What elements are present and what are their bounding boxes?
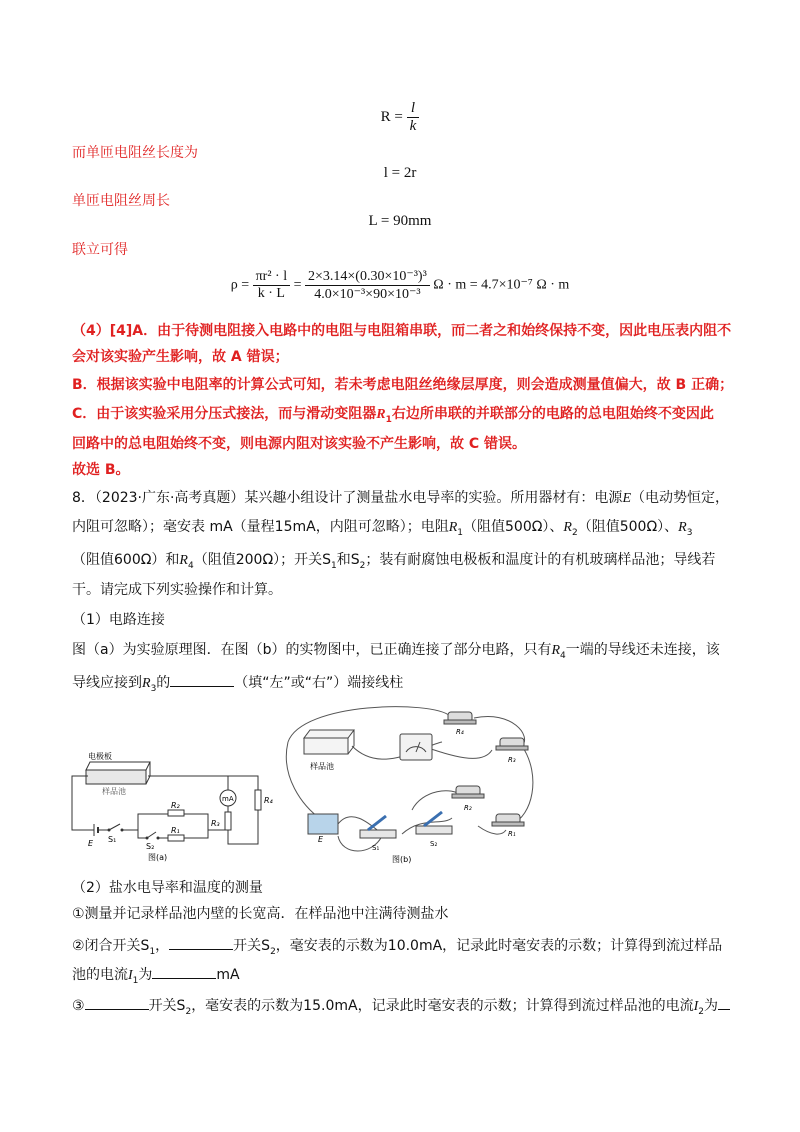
label-s1: S₁ xyxy=(108,835,117,844)
answer-blank[interactable] xyxy=(85,995,149,1010)
circuit-diagram-a xyxy=(68,748,278,870)
part2-step2-line2 xyxy=(72,964,732,991)
subscript: 4 xyxy=(560,650,566,661)
text-single-turn-length: 而单匝电阻丝长度为 xyxy=(72,145,198,161)
subscript: 1 xyxy=(385,414,392,425)
rho-lhs: ρ = xyxy=(230,277,250,293)
question8-text: （阻值500Ω）、 xyxy=(463,519,564,535)
equation-resistivity xyxy=(0,268,800,303)
label-r3: R₃ xyxy=(211,819,220,828)
subscript: 2 xyxy=(571,527,578,538)
part1-text: 导线应接到 xyxy=(72,675,142,691)
part1-text: 一端的导线还未连接，该 xyxy=(565,642,720,658)
variable-r: R xyxy=(142,676,151,691)
subscript: 2 xyxy=(698,1006,704,1017)
subscript: 4 xyxy=(187,560,194,571)
label-electrode: 电极板 xyxy=(88,752,112,761)
variable-r: R xyxy=(376,407,386,422)
part1-text: （填“左”或“右”）端接线柱 xyxy=(234,675,404,691)
rho-fraction-1 xyxy=(253,269,290,302)
fraction-denominator: k xyxy=(409,118,417,134)
question8-text: 和S xyxy=(336,552,360,568)
subscript: 2 xyxy=(359,560,366,571)
answer4-c-text-a: C．由于该实验采用分压式接法，而与滑动变阻器 xyxy=(72,406,377,422)
eq-lhs: R = xyxy=(380,108,403,125)
subscript: 3 xyxy=(686,527,693,538)
fraction-numerator: l xyxy=(407,100,420,118)
question8-text: （阻值200Ω）；开关S xyxy=(193,552,332,568)
part1-text: 的 xyxy=(156,675,171,691)
variable-r: R xyxy=(179,553,188,568)
variable-r: R xyxy=(678,520,687,535)
question8-line3 xyxy=(72,550,732,576)
question8-text: （电动势恒定， xyxy=(631,490,729,506)
part1-line1 xyxy=(72,640,732,666)
label-r1: R₁ xyxy=(171,826,180,835)
subscript: 2 xyxy=(270,946,276,957)
variable-i: I xyxy=(128,968,133,983)
question8-line2 xyxy=(72,517,732,543)
answer4-a-line1: （4）[4]A．由于待测电阻接入电路中的电阻与电阻箱串联，而二者之和始终保持不变，因此电压表内阻不 xyxy=(72,323,732,339)
variable-r: R xyxy=(448,520,458,535)
subscript: 1 xyxy=(132,975,139,986)
label-r2: R₂ xyxy=(464,804,472,812)
question8-line4: 干。请完成下列实验操作和计算。 xyxy=(72,582,282,598)
part2-text: 为 xyxy=(703,998,718,1014)
part2-step1: ①测量并记录样品池内壁的长宽高．在样品池中注满待测盐水 xyxy=(72,906,449,922)
rho-fraction-2-numerator: 2×3.14×(0.30×10⁻³)³ xyxy=(305,268,430,286)
caption-figure-a: 图(a) xyxy=(148,853,168,862)
label-r4: R₄ xyxy=(456,728,464,736)
subscript: 1 xyxy=(149,946,156,957)
answer-blank[interactable] xyxy=(170,672,234,687)
label-s2: S₂ xyxy=(146,842,155,851)
part1-title: （1）电路连接 xyxy=(72,612,165,628)
answer4-b: B．根据该实验中电阻率的计算公式可知，若未考虑电阻丝绝缘层厚度，则会造成测量值偏大，故 B 正确； xyxy=(72,377,734,393)
part2-text: 开关S xyxy=(148,998,186,1014)
answer-blank[interactable] xyxy=(169,935,233,950)
part1-line2 xyxy=(72,672,732,699)
label-r4: R₄ xyxy=(264,796,273,805)
subscript: 2 xyxy=(185,1006,192,1017)
equation-resistance xyxy=(0,100,800,135)
rho-fraction-1-numerator: πr² · l xyxy=(253,269,290,286)
variable-r: R xyxy=(563,520,572,535)
answer4-c-line2: 回路中的总电阻始终不变，则电源内阻对该实验不产生影响，故 C 错误。 xyxy=(72,436,527,452)
label-pool: 样品池 xyxy=(310,762,334,771)
label-pool: 样品池 xyxy=(102,787,126,796)
label-s1: S₁ xyxy=(372,844,380,852)
answer4-a-line2: 会对该实验产生影响，故 A 错误； xyxy=(72,349,289,365)
label-e: E xyxy=(318,835,324,844)
part2-text: 开关S xyxy=(233,938,271,954)
variable-e: E xyxy=(622,491,631,506)
part2-title: （2）盐水电导率和温度的测量 xyxy=(72,880,263,896)
label-milliammeter: mA xyxy=(222,795,234,803)
equation-perimeter: L = 90mm xyxy=(368,213,432,229)
rho-fraction-2 xyxy=(305,268,430,303)
subscript: 1 xyxy=(457,527,463,538)
part2-step2-line1 xyxy=(72,935,732,962)
part2-text: ，毫安表的示数为10.0mA，记录此时毫安表的示数；计算得到流过样品 xyxy=(275,938,723,954)
rho-fraction-1-denominator: k · L xyxy=(257,286,285,301)
answer-blank[interactable] xyxy=(718,995,730,1010)
question8-text: 内阻可忽略）；毫安表 mA（量程15mA，内阻可忽略）；电阻 xyxy=(72,519,449,535)
part2-text: ， xyxy=(155,938,170,954)
fraction xyxy=(407,100,420,135)
rho-result: Ω · m = 4.7×10⁻⁷ Ω · m xyxy=(433,277,570,293)
rho-equals: = xyxy=(293,277,302,293)
question8-text: 8．（2023·广东·高考真题）某兴趣小组设计了测量盐水电导率的实验。所用器材有：电源 xyxy=(72,490,623,506)
part2-text: 为 xyxy=(138,967,153,983)
part2-text: ②闭合开关S xyxy=(72,938,150,954)
part2-text: mA xyxy=(216,967,240,983)
question8-line1 xyxy=(72,488,732,509)
rho-fraction-2-denominator: 4.0×10⁻³×90×10⁻³ xyxy=(314,287,421,302)
label-e: E xyxy=(88,839,94,848)
label-r1: R₁ xyxy=(508,830,516,838)
physical-circuit-b xyxy=(282,706,544,868)
answer4-c-text-b: 右边所串联的并联部分的电路的总电阻始终不变因此 xyxy=(391,406,714,422)
caption-figure-b: 图(b) xyxy=(392,855,412,864)
part1-text: 图（a）为实验原理图．在图（b）的实物图中，已正确连接了部分电路，只有 xyxy=(72,642,552,658)
answer-blank[interactable] xyxy=(152,964,216,979)
label-s2: S₂ xyxy=(430,840,438,848)
text-combine: 联立可得 xyxy=(72,242,128,258)
part2-step3 xyxy=(72,995,732,1022)
label-r2: R₂ xyxy=(171,801,180,810)
part2-text: 池的电流 xyxy=(72,967,128,983)
variable-i: I xyxy=(693,999,699,1014)
text-perimeter: 单匝电阻丝周长 xyxy=(72,193,170,209)
subscript: 3 xyxy=(150,683,157,694)
answer4-conclusion: 故选 B。 xyxy=(72,462,130,478)
subscript: 1 xyxy=(331,560,337,571)
equation-length: l = 2r xyxy=(383,165,417,181)
label-r3: R₃ xyxy=(508,756,516,764)
question8-text: （阻值600Ω）和 xyxy=(72,552,180,568)
part2-text: ，毫安表的示数为15.0mA，记录此时毫安表的示数；计算得到流过样品池的电流 xyxy=(191,998,694,1014)
question8-text: ；装有耐腐蚀电极板和温度计的有机玻璃样品池；导线若 xyxy=(365,552,716,568)
question8-text: （阻值500Ω）、 xyxy=(577,519,679,535)
part2-text: ③ xyxy=(72,998,85,1014)
answer4-c-line1 xyxy=(72,404,732,430)
variable-r: R xyxy=(551,643,561,658)
